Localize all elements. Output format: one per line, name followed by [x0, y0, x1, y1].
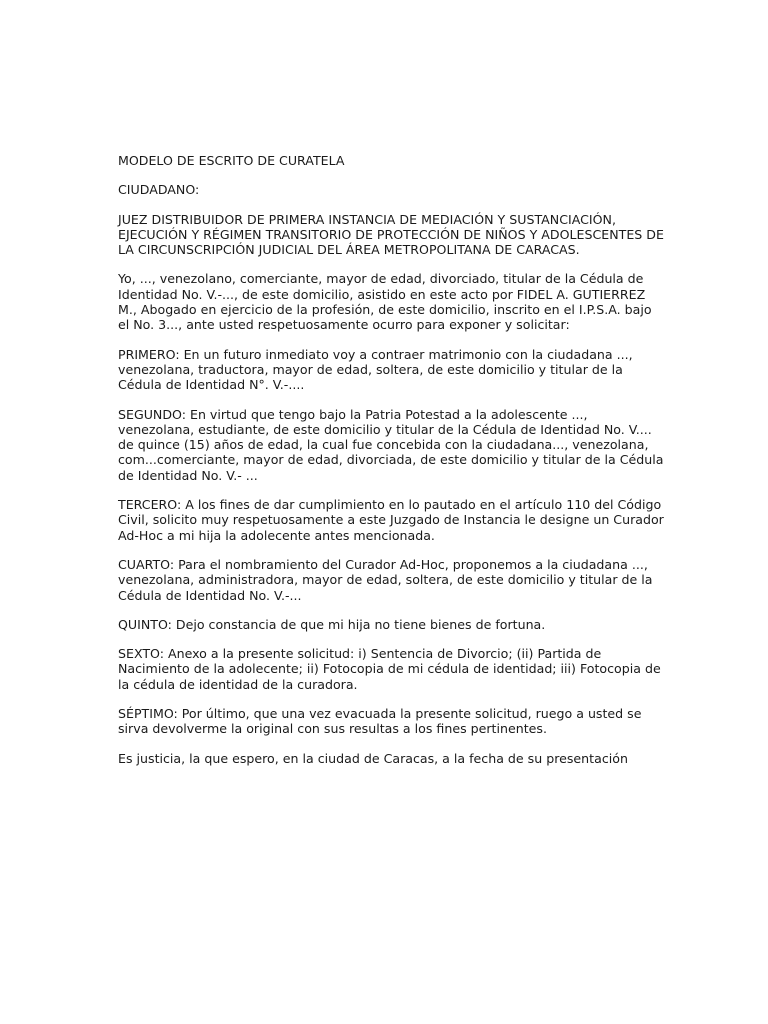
intro-paragraph [118, 271, 718, 332]
text-line: M., Abogado en ejercicio de la profesión, de este domicilio, inscrito en el I.P.S.A. bajo [118, 302, 652, 318]
text-line: JUEZ DISTRIBUIDOR DE PRIMERA INSTANCIA DE MEDIACIÓN Y SUSTANCIACIÓN, [118, 211, 616, 227]
text-line: PRIMERO: En un futuro inmediato voy a contraer matrimonio con la ciudadana ..., [118, 346, 633, 362]
text-line: Yo, ..., venezolano, comerciante, mayor de edad, divorciado, titular de la Cédula de [118, 271, 644, 287]
text-line: la cédula de identidad de la curadora. [118, 676, 358, 692]
document-title: MODELO DE ESCRITO DE CURATELA [118, 153, 345, 168]
salutation: CIUDADANO: [118, 182, 200, 198]
segundo-paragraph [118, 407, 718, 483]
text-line: sirva devolverme la original con sus resultas a los fines pertinentes. [118, 721, 547, 737]
text-line: SÉPTIMO: Por último, que una vez evacuada la presente solicitud, ruego a usted se [118, 706, 642, 722]
text-line: CUARTO: Para el nombramiento del Curador Ad-Hoc, proponemos a la ciudadana ..., [118, 556, 648, 572]
sexto-paragraph [118, 646, 718, 692]
text-line: SEXTO: Anexo a la presente solicitud: i) Sentencia de Divorcio; (ii) Partida de [118, 646, 602, 662]
document-page [118, 153, 718, 780]
closing-paragraph [118, 751, 718, 766]
quinto-paragraph [118, 617, 718, 632]
text-line: venezolana, administradora, mayor de edad, soltera, de este domicilio y titular de la [118, 572, 653, 588]
text-line: Es justicia, la que espero, en la ciudad de Caracas, a la fecha de su presentación [118, 750, 628, 766]
text-line: com...comerciante, mayor de edad, divorciada, de este domicilio y titular de la Cédula [118, 452, 664, 468]
text-line: venezolana, estudiante, de este domicilio y titular de la Cédula de Identidad No. V.... [118, 421, 652, 437]
text-line: de quince (15) años de edad, la cual fue concebida con la ciudadana..., venezolana, [118, 437, 649, 453]
text-line: Nacimiento de la adolecente; ii) Fotocopia de mi cédula de identidad; iii) Fotocopia de [118, 661, 661, 677]
text-line: EJECUCIÓN Y RÉGIMEN TRANSITORIO DE PROTECCIÓN DE NIÑOS Y ADOLESCENTES DE [118, 226, 664, 242]
septimo-paragraph [118, 706, 718, 737]
text-line: TERCERO: A los fines de dar cumplimiento en lo pautado en el artículo 110 del Código [118, 497, 662, 513]
text-line: el No. 3..., ante usted respetuosamente ocurro para exponer y solicitar: [118, 317, 570, 333]
text-line: Cédula de Identidad N°. V.-.... [118, 377, 305, 393]
addressee-paragraph [118, 212, 718, 258]
text-line: Civil, solicito muy respetuosamente a este Juzgado de Instancia le designe un Curador [118, 512, 664, 528]
text-line: LA CIRCUNSCRIPCIÓN JUDICIAL DEL ÁREA METROPOLITANA DE CARACAS. [118, 242, 580, 258]
text-line: Identidad No. V.-..., de este domicilio, asistido en este acto por FIDEL A. GUTIERREZ [118, 286, 646, 302]
cuarto-paragraph [118, 557, 718, 603]
text-line: Ad-Hoc a mi hija la adolecente antes mencionada. [118, 527, 435, 543]
text-line: SEGUNDO: En virtud que tengo bajo la Patria Potestad a la adolescente ..., [118, 406, 588, 422]
text-line: de Identidad No. V.- ... [118, 467, 258, 483]
primero-paragraph [118, 347, 718, 393]
tercero-paragraph [118, 497, 718, 543]
text-line: QUINTO: Dejo constancia de que mi hija no tiene bienes de fortuna. [118, 616, 546, 632]
text-line: Cédula de Identidad No. V.-... [118, 587, 302, 603]
text-line: venezolana, traductora, mayor de edad, soltera, de este domicilio y titular de la [118, 361, 623, 377]
